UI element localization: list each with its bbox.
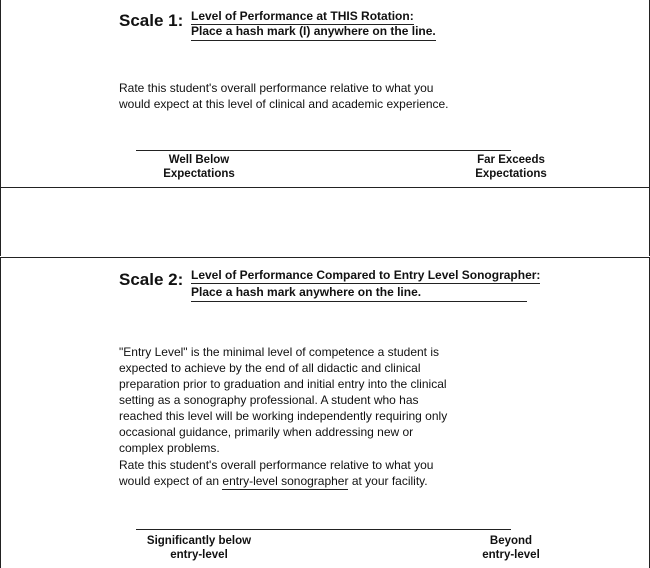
scale2-prompt <box>119 457 433 489</box>
scale1-panel <box>0 0 650 188</box>
scale1-prompt <box>119 80 449 112</box>
scale2-prompt-pre: would expect of an <box>119 474 223 488</box>
scale2-rating-line[interactable] <box>136 529 511 530</box>
scale2-label: Scale 2: <box>119 270 184 289</box>
scale2-prompt-post: at your facility. <box>348 474 428 488</box>
scale1-right-anchor-line1: Far Exceeds <box>477 154 545 166</box>
scale1-left-anchor-line1: Well Below <box>168 154 230 166</box>
scale2-definition-line: complex problems. <box>119 441 220 455</box>
scale1-right-anchor <box>461 153 561 181</box>
scale1-rating-line[interactable] <box>136 150 511 151</box>
scale2-right-anchor <box>471 534 551 562</box>
scale2-definition <box>119 344 447 456</box>
scale2-right-anchor-line1: Beyond <box>489 535 533 547</box>
scale1-prompt-line2: would expect at this level of clinical and academic experience. <box>119 97 449 111</box>
scale2-left-anchor-line2: entry-level <box>170 549 228 561</box>
scale2-definition-line: expected to achieve by the end of all didactic and clinical <box>119 361 421 375</box>
scale2-heading: Level of Performance Compared to Entry Level Sonographer: <box>191 268 541 282</box>
scale2-definition-line: "Entry Level" is the minimal level of competence a student is <box>119 345 440 359</box>
scale2-definition-line: preparation prior to graduation and initial entry into the clinical <box>119 377 447 391</box>
scale2-definition-line: setting as a sonography professional. A student who has <box>119 393 419 407</box>
separator-band <box>0 188 650 256</box>
scale2-instruction: Place a hash mark anywhere on the line. <box>191 285 527 302</box>
scale1-instruction: Place a hash mark (I) anywhere on the line. <box>191 24 436 41</box>
scale2-definition-line: reached this level will be working independently requiring only <box>119 409 448 423</box>
scale2-definition-line: occasional guidance, primarily when addressing new or <box>119 425 414 439</box>
scale2-left-anchor <box>139 534 259 562</box>
scale1-label: Scale 1: <box>119 11 184 30</box>
scale2-prompt-line1: Rate this student's overall performance relative to what you <box>119 458 434 472</box>
scale1-left-anchor-line2: Expectations <box>163 168 235 180</box>
scale2-right-anchor-line2: entry-level <box>482 549 540 561</box>
scale1-right-anchor-line2: Expectations <box>475 168 547 180</box>
scale2-prompt-emphasis: entry-level sonographer <box>222 474 349 488</box>
scale2-panel <box>0 257 650 568</box>
scale2-prompt-line2 <box>119 473 433 489</box>
scale2-left-anchor-line1: Significantly below <box>146 535 252 547</box>
scale1-heading: Level of Performance at THIS Rotation: <box>191 9 414 23</box>
scale1-left-anchor <box>149 153 249 181</box>
scale1-prompt-line1: Rate this student's overall performance relative to what you <box>119 81 434 95</box>
